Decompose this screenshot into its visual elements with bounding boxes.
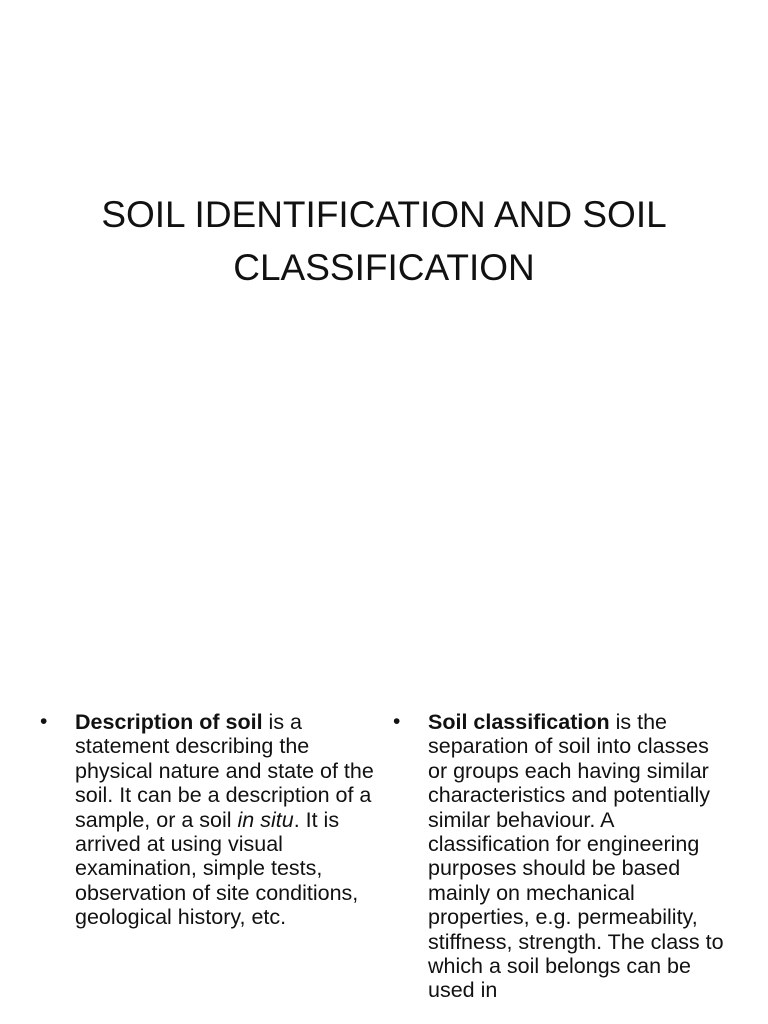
bullet-text: is a statement describing the physical nature and state of the soil. It can be a description of a sample, or a soil	[75, 710, 374, 832]
bullet-term: Description of soil	[75, 710, 263, 734]
bullet-italic-text: in situ	[237, 807, 294, 832]
bullet-icon: •	[393, 710, 401, 733]
bullet-text-continued: . It is arrived at using visual examination, simple tests, observation of site conditions, geological history, etc.	[75, 807, 359, 930]
bullet-description-of-soil	[40, 710, 376, 930]
right-content-column	[393, 710, 733, 1003]
bullet-term: Soil classification	[428, 710, 610, 734]
bullet-soil-classification	[393, 710, 733, 1003]
left-content-column	[40, 710, 376, 930]
bullet-icon: •	[40, 710, 48, 733]
slide-title: SOIL IDENTIFICATION AND SOIL CLASSIFICATION	[101, 194, 667, 288]
bullet-text: is the separation of soil into classes or groups each having similar characteristics and potentially similar behaviour. A classification for engineering purposes should be based mainly on mechanical properties, e.g. permeability, stiffness, strength. The class to which a soil belongs can be used in	[428, 710, 724, 1003]
